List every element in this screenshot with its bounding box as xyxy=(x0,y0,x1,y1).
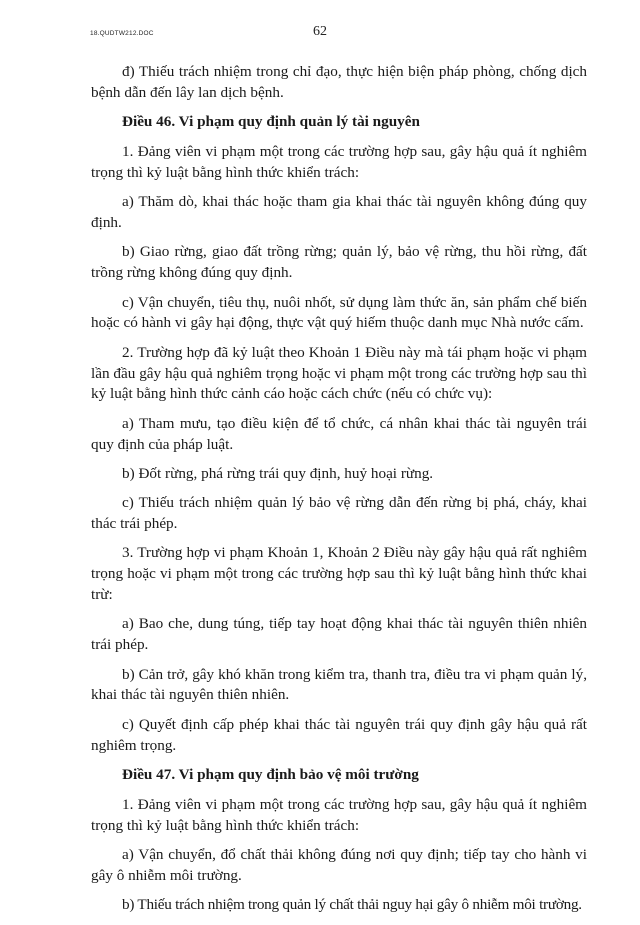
article-47-heading: Điều 47. Vi phạm quy định bảo vệ môi trường xyxy=(122,766,419,784)
document-body xyxy=(91,62,587,925)
page-number: 62 xyxy=(313,24,327,39)
article-46-heading: Điều 46. Vi phạm quy định quản lý tài nguyên xyxy=(122,113,420,131)
article-46-section-2: 2. Trường hợp đã kỷ luật theo Khoản 1 Điều này mà tái phạm hoặc vi phạm lần đầu gây hậu quả nghiêm trọng hoặc vi phạm một trong các trường hợp sau thì kỷ luật bằng hình thức cảnh cáo hoặc cách chức (nếu có chức vụ): xyxy=(91,343,587,403)
article-47-section-1: 1. Đảng viên vi phạm một trong các trường hợp sau, gây hậu quả ít nghiêm trọng thì kỷ luật bằng hình thức khiển trách: xyxy=(91,795,587,834)
article-46-section-3: 3. Trường hợp vi phạm Khoản 1, Khoản 2 Điều này gây hậu quả rất nghiêm trọng hoặc vi phạm một trong các trường hợp sau thì kỷ luật bằng hình thức khai trừ: xyxy=(91,544,587,604)
article-46-section-1-item-c: c) Vận chuyển, tiêu thụ, nuôi nhốt, sử dụng làm thức ăn, sản phẩm chế biến hoặc có hành vi gây hại động, thực vật quý hiếm thuộc danh mục Nhà nước cấm. xyxy=(91,293,587,332)
article-47-section-1-item-b: b) Thiếu trách nhiệm trong quản lý chất thải nguy hại gây ô nhiễm môi trường. xyxy=(122,896,582,914)
article-46-section-1-item-b: b) Giao rừng, giao đất trồng rừng; quản lý, bảo vệ rừng, thu hồi rừng, đất trồng rừng không đúng quy định. xyxy=(91,243,587,282)
clause-d-paragraph: đ) Thiếu trách nhiệm trong chỉ đạo, thực hiện biện pháp phòng, chống dịch bệnh dẫn đến lây lan dịch bệnh. xyxy=(91,63,587,101)
article-46-section-1: 1. Đảng viên vi phạm một trong các trường hợp sau, gây hậu quả ít nghiêm trọng thì kỷ luật bằng hình thức khiển trách: xyxy=(91,142,587,181)
article-46-section-3-item-b: b) Cản trở, gây khó khăn trong kiểm tra, thanh tra, điều tra vi phạm quản lý, khai thác tài nguyên thiên nhiên. xyxy=(91,665,587,704)
file-code: 18.QUDTW212.DOC xyxy=(90,30,154,37)
article-47-section-1-item-a: a) Vận chuyển, đổ chất thải không đúng nơi quy định; tiếp tay cho hành vi gây ô nhiễm môi trường. xyxy=(91,846,587,884)
article-46-section-3-item-c: c) Quyết định cấp phép khai thác tài nguyên trái quy định gây hậu quả rất nghiêm trọng. xyxy=(91,715,587,754)
article-46-section-2-item-b: b) Đốt rừng, phá rừng trái quy định, huỷ hoại rừng. xyxy=(122,464,434,482)
article-46-section-1-item-a: a) Thăm dò, khai thác hoặc tham gia khai thác tài nguyên không đúng quy định. xyxy=(91,193,587,231)
article-46-section-2-item-c: c) Thiếu trách nhiệm quản lý bảo vệ rừng dẫn đến rừng bị phá, cháy, khai thác trái phép. xyxy=(91,494,587,533)
article-46-section-2-item-a: a) Tham mưu, tạo điều kiện để tổ chức, cá nhân khai thác tài nguyên trái quy định của pháp luật. xyxy=(91,414,587,453)
article-46-section-3-item-a: a) Bao che, dung túng, tiếp tay hoạt động khai thác tài nguyên thiên nhiên trái phép. xyxy=(91,615,587,654)
